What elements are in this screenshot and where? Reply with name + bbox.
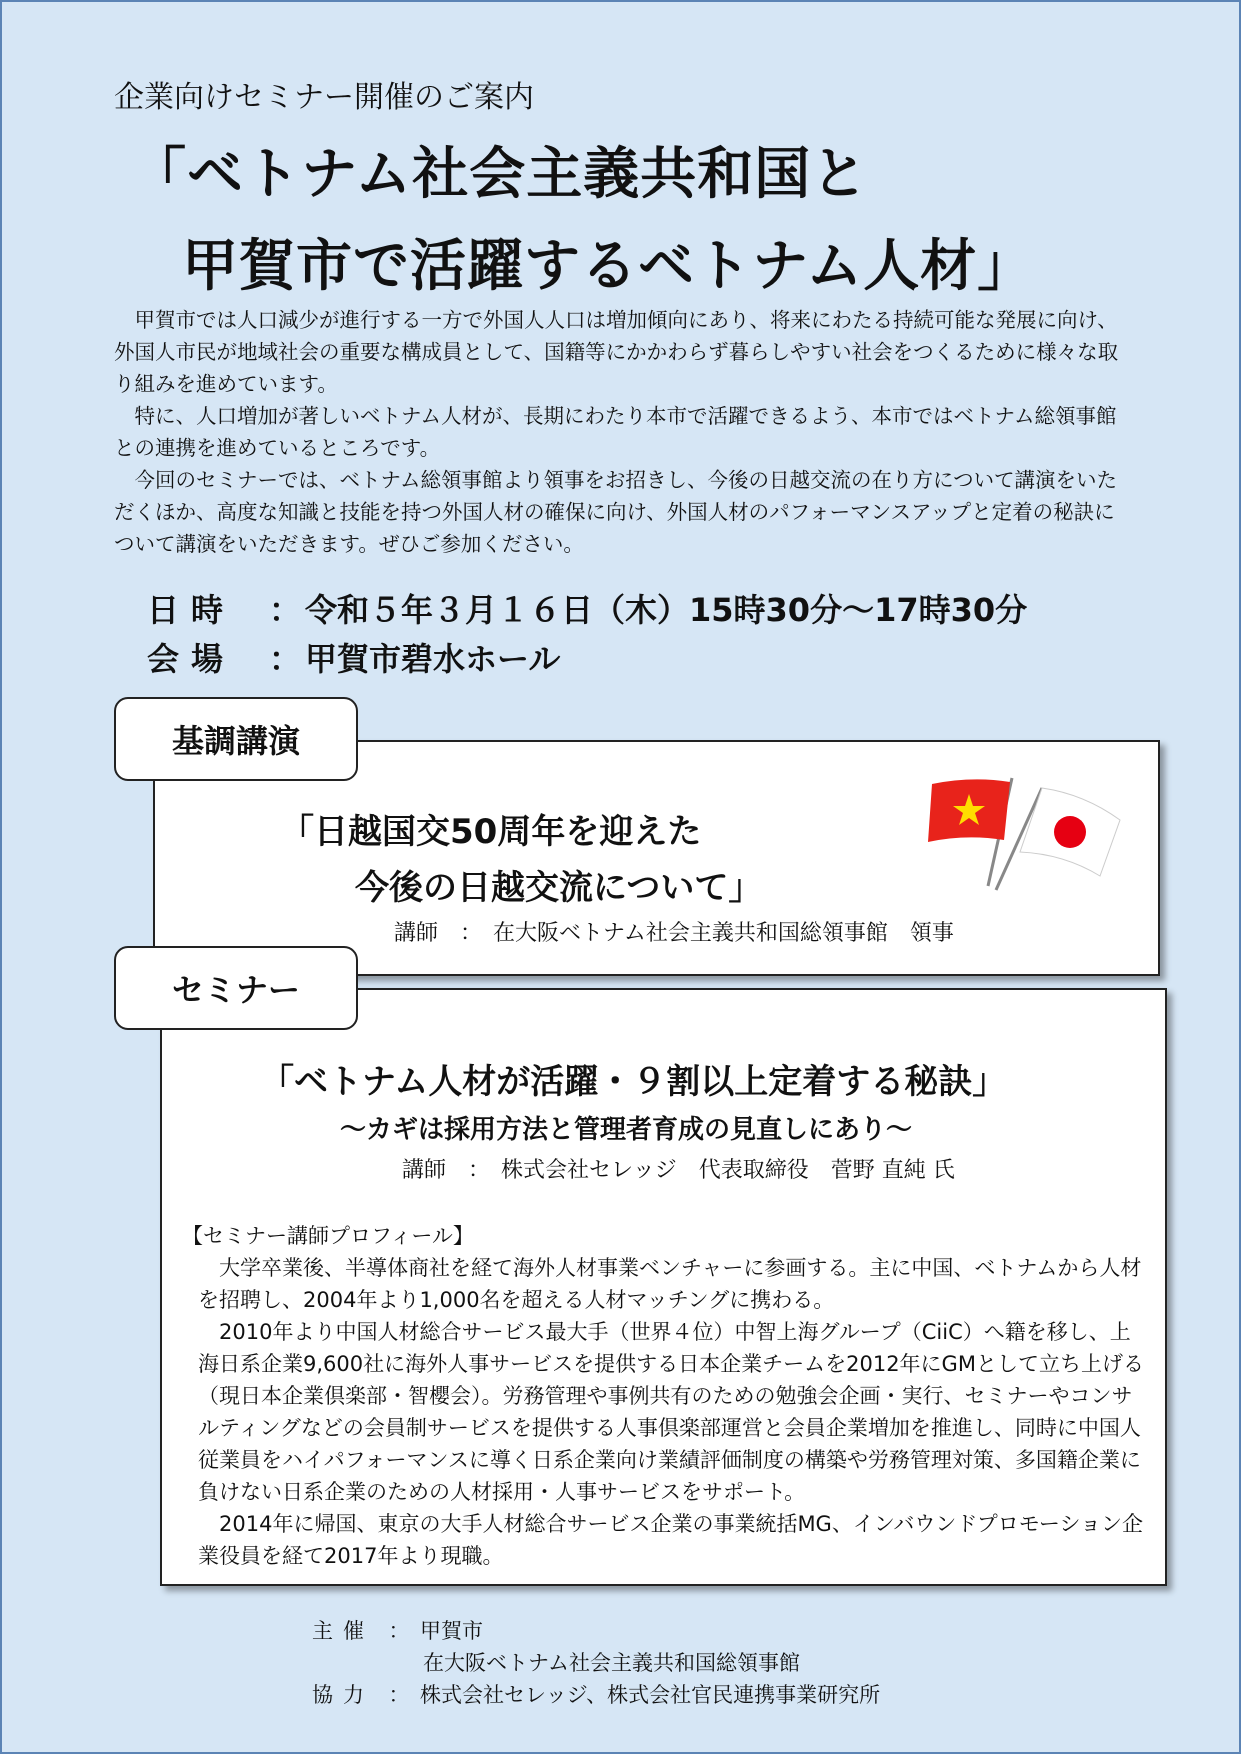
coop-row bbox=[312, 1679, 880, 1709]
date-label: 日時 bbox=[147, 591, 236, 629]
intro-paragraph-1: 甲賀市では人口減少が進行する一方で外国人人口は増加傾向にあり、将来にわたる持続可能な発展に向け、外国人市民が地域社会の重要な構成員として、国籍等にかかわらず暮らしやすい社会をつくるために様々な取り組みを進めています。 bbox=[114, 308, 1119, 396]
coop-value: 株式会社セレッジ、株式会社官民連携事業研究所 bbox=[420, 1683, 881, 1707]
venue-colon: ： bbox=[268, 640, 301, 678]
header-subtitle: 企業向けセミナー開催のご案内 bbox=[114, 80, 534, 115]
coop-label: 協力 bbox=[312, 1683, 374, 1707]
date-value: 令和５年３月１６日（木）15時30分～17時30分 bbox=[305, 591, 1028, 629]
date-colon: ： bbox=[268, 591, 301, 629]
keynote-title-line-1: 「日越国交50周年を迎えた bbox=[280, 812, 702, 852]
profile-text bbox=[198, 1252, 1146, 1572]
profile-paragraph-3: 2014年に帰国、東京の大手人材総合サービス企業の事業統括MG、インバウンドプロモーション企業役員を経て2017年より現職。 bbox=[198, 1512, 1144, 1568]
title-line-2: 甲賀市で活躍するベトナム人材」 bbox=[182, 234, 1035, 299]
seminar-speaker: 講師 ： 株式会社セレッジ 代表取締役 菅野 直純 氏 bbox=[402, 1158, 955, 1183]
profile-paragraph-2: 2010年より中国人材総合サービス最大手（世界４位）中智上海グループ（CiiC）へ籍を移し、上海日系企業9,600社に海外人事サービスを提供する日本企業チームを2012年にGMとして立ち上げる（現日本企業倶楽部・智櫻会）。労務管理や事例共有のための勉強会企画・実行、セミナーやコンサルティングなどの会員制サービスを提供する人事倶楽部運営と会員企業増加を推進し、同時に中国人従業員をハイパフォーマンスに導く日系企業向け業績評価制度の構築や労務管理対策、多国籍企業に負けない日系企業のための人材採用・人事サービスをサポート。 bbox=[198, 1320, 1144, 1504]
intro-text bbox=[114, 304, 1134, 560]
coop-colon: ： bbox=[388, 1683, 410, 1707]
profile-heading: 【セミナー講師プロフィール】 bbox=[182, 1224, 474, 1248]
seminar-title: 「ベトナム人材が活躍・９割以上定着する秘訣」 bbox=[260, 1062, 1007, 1102]
host-row bbox=[312, 1615, 483, 1645]
venue-label: 会場 bbox=[147, 640, 236, 678]
keynote-tab: 基調講演 bbox=[114, 697, 358, 781]
flags-illustration bbox=[924, 774, 1124, 894]
keynote-speaker: 講師 ： 在大阪ベトナム社会主義共和国総領事館 領事 bbox=[394, 921, 954, 946]
profile-paragraph-1: 大学卒業後、半導体商社を経て海外人材事業ベンチャーに参画する。主に中国、ベトナムから人材を招聘し、2004年より1,000名を超える人材マッチングに携わる。 bbox=[198, 1256, 1142, 1312]
event-date bbox=[147, 585, 1027, 631]
intro-paragraph-2: 特に、人口増加が著しいベトナム人材が、長期にわたり本市で活躍できるよう、本市ではベトナム総領事館との連携を進めているところです。 bbox=[114, 404, 1117, 460]
host-2: 在大阪ベトナム社会主義共和国総領事館 bbox=[423, 1651, 800, 1675]
japan-flag-icon bbox=[996, 788, 1120, 890]
seminar-tab: セミナー bbox=[114, 946, 358, 1030]
host-1: 甲賀市 bbox=[420, 1619, 483, 1643]
vietnam-flag-icon bbox=[928, 778, 1012, 886]
seminar-subtitle: ～カギは採用方法と管理者育成の見直しにあり～ bbox=[340, 1115, 913, 1145]
host-label: 主催 bbox=[312, 1619, 374, 1643]
keynote-title-line-2: 今後の日越交流について」 bbox=[355, 868, 763, 908]
venue-value: 甲賀市碧水ホール bbox=[305, 640, 561, 678]
intro-paragraph-3: 今回のセミナーでは、ベトナム総領事館より領事をお招きし、今後の日越交流の在り方について講演をいただくほか、高度な知識と技能を持つ外国人材の確保に向け、外国人材のパフォーマンスアップと定着の秘訣について講演をいただきます。ぜひご参加ください。 bbox=[114, 468, 1118, 556]
title-line-1: 「ベトナム社会主義共和国と bbox=[130, 142, 869, 207]
event-venue bbox=[147, 634, 560, 680]
host-colon: ： bbox=[388, 1619, 410, 1643]
